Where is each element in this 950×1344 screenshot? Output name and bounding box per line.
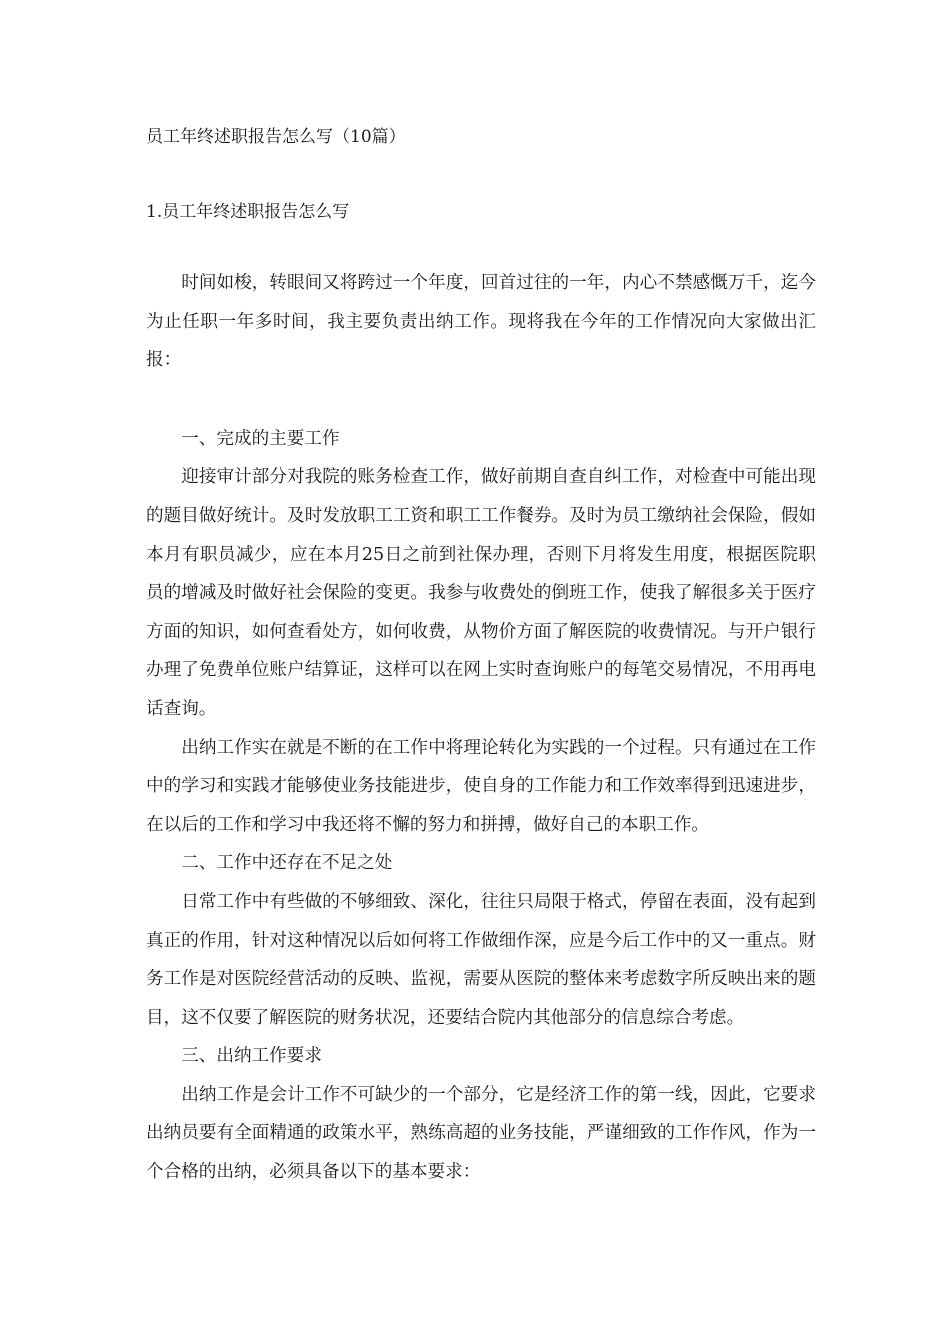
heading-cashier-requirements: 三、出纳工作要求 [181, 1046, 322, 1067]
paragraph-main-work: 迎接审计部分对我院的账务检查工作，做好前期自查自纠工作，对检查中可能出现的题目做好统计。及时发放职工工资和职工工作餐券。及时为员工缴纳社会保险，假如本月有职员减少，应在本月25日之前到社保办理，否则下月将发生用度，根据医院职员的增减及时做好社会保险的变更。我参与收费处的倒班工作，使我了解很多关于医疗方面的知识，如何查看处方，如何收费，从物价方面了解医院的收费情况。与开户银行办理了免费单位账户结算证，这样可以在网上实时查询账户的每笔交易情况，不用再电话查询。 [146, 467, 816, 719]
section-heading: 1.员工年终述职报告怎么写 [146, 202, 350, 222]
document-body [146, 264, 816, 1192]
paragraph-intro: 时间如梭，转眼间又将跨过一个年度，回首过往的一年，内心不禁感慨万千，迄今为止任职一年多时间，我主要负责出纳工作。现将我在今年的工作情况向大家做出汇报： [146, 273, 816, 371]
paragraph-cashier-practice: 出纳工作实在就是不断的在工作中将理论转化为实践的一个过程。只有通过在工作中的学习和实践才能够使业务技能进步，使自身的工作能力和工作效率得到迅速进步，在以后的工作和学习中我还将不懈的努力和拼搏，做好自己的本职工作。 [146, 737, 816, 835]
document-title: 员工年终述职报告怎么写（10篇） [146, 127, 406, 147]
paragraph-cashier-requirements: 出纳工作是会计工作不可缺少的一个部分，它是经济工作的第一线，因此，它要求出纳员要有全面精通的政策水平，熟练高超的业务技能，严谨细致的工作作风，作为一个合格的出纳，必须具备以下的基本要求： [146, 1084, 816, 1183]
heading-main-work: 一、完成的主要工作 [181, 428, 340, 449]
heading-shortcomings: 二、工作中还存在不足之处 [181, 853, 393, 874]
paragraph-shortcomings: 日常工作中有些做的不够细致、深化，往往只局限于格式，停留在表面，没有起到真正的作用，针对这种情况以后如何将工作做细作深，应是今后工作中的又一重点。财务工作是对医院经营活动的反映、监视，需要从医院的整体来考虑数字所反映出来的题目，这不仅要了解医院的财务状况，还要结合院内其他部分的信息综合考虑。 [146, 891, 816, 1028]
